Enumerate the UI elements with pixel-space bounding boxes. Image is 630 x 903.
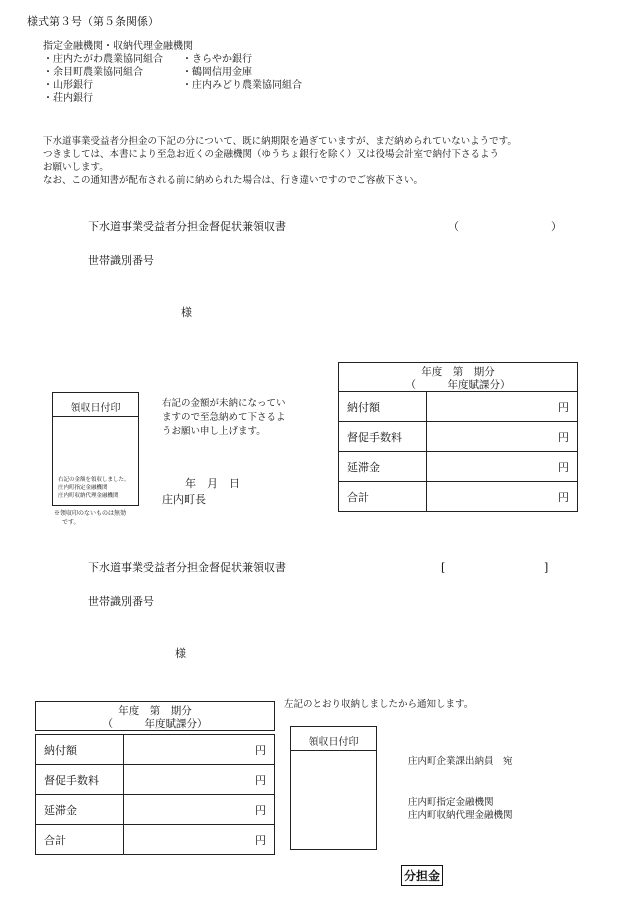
bank-item: ・山形銀行	[43, 80, 93, 91]
bank-item: ・庄内たがわ農業協同組合	[43, 54, 163, 65]
row-label: 督促手数料	[339, 422, 427, 452]
receipt-title: 下水道事業受益者分担金督促状兼領収書	[88, 220, 286, 233]
table-row	[36, 825, 275, 855]
period-header-line2: （ 年度賦課分）	[405, 379, 511, 391]
bank-item: ・余目町農業協同組合	[43, 67, 143, 78]
recipient-line: 庄内町企業課出納員 宛	[408, 756, 513, 767]
notice-line: 下水道事業受益者分担金の下記の分について、既に納期限を過ぎていますが、まだ納められていないようです。	[43, 136, 517, 147]
table-row	[339, 392, 578, 422]
row-value: 円	[427, 452, 578, 482]
date-line: 年 月 日	[185, 477, 240, 490]
form-number: 様式第３号（第５条関係）	[27, 15, 159, 28]
seal-footnote: です。	[62, 519, 80, 526]
table-row	[36, 765, 275, 795]
row-label: 納付額	[36, 735, 124, 765]
row-value: 円	[124, 795, 275, 825]
banks-title: 指定金融機関・収納代理金融機関	[43, 41, 193, 52]
seal-note: 右記の金額を領収しました。	[58, 477, 130, 483]
seal-footnote: ※領収印のないものは無効	[54, 510, 127, 517]
receipt-seal-box	[290, 726, 377, 850]
category-badge: 分担金	[401, 865, 443, 886]
honorific-sama: 様	[181, 306, 192, 319]
period-header	[35, 701, 275, 731]
period-header	[338, 362, 578, 392]
row-value: 円	[427, 392, 578, 422]
message-line: 右記の金額が未納になってい	[162, 398, 286, 409]
amount-table	[35, 734, 275, 855]
bracket-open: [	[441, 561, 446, 574]
seal-note: 庄内町指定金融機関	[58, 485, 108, 491]
period-header-line1: 年度 第 期分	[118, 705, 192, 717]
household-id-label: 世帯識別番号	[88, 595, 154, 608]
seal-note: 庄内町収納代理金融機関	[58, 493, 119, 499]
period-header-line2: （ 年度賦課分）	[102, 718, 208, 730]
receipt-seal-box	[52, 392, 139, 506]
row-value: 円	[427, 422, 578, 452]
bracket-close: ）	[551, 220, 562, 233]
table-row	[339, 482, 578, 512]
row-label: 合計	[36, 825, 124, 855]
table-row	[339, 452, 578, 482]
seal-title: 領収日付印	[53, 393, 138, 417]
bank-item: ・きらやか銀行	[182, 54, 252, 65]
row-value: 円	[124, 735, 275, 765]
bank-item: ・荘内銀行	[43, 93, 93, 104]
bracket-close: ]	[544, 561, 549, 574]
row-value: 円	[427, 482, 578, 512]
message-line: ますので至急納めて下さるよ	[162, 412, 286, 423]
table-row	[339, 422, 578, 452]
household-id-label: 世帯識別番号	[88, 254, 154, 267]
row-value: 円	[124, 765, 275, 795]
table-row	[36, 735, 275, 765]
notice-line: お願いします。	[43, 162, 109, 173]
amount-table	[338, 391, 578, 512]
bracket-open: （	[448, 220, 459, 233]
notify-text: 左記のとおり収納しましたから通知します。	[284, 699, 474, 710]
row-label: 督促手数料	[36, 765, 124, 795]
seal-title: 領収日付印	[291, 727, 376, 751]
bank-item: ・鶴岡信用金庫	[182, 67, 252, 78]
row-label: 延滞金	[339, 452, 427, 482]
notice-line: なお、この通知書が配布される前に納められた場合は、行き違いですのでご容赦下さい。	[43, 175, 424, 186]
message-line: うお願い申し上げます。	[162, 426, 266, 437]
row-label: 合計	[339, 482, 427, 512]
row-label: 延滞金	[36, 795, 124, 825]
table-row	[36, 795, 275, 825]
notice-line: つきましては、本書により至急お近くの金融機関（ゆうちょ銀行を除く）又は役場会計室で納付下さるよう	[43, 149, 500, 160]
row-label: 納付額	[339, 392, 427, 422]
bank-item: ・庄内みどり農業協同組合	[182, 80, 302, 91]
receipt-title: 下水道事業受益者分担金督促状兼領収書	[88, 561, 286, 574]
sender-line: 庄内町指定金融機関	[408, 797, 494, 808]
period-header-line1: 年度 第 期分	[421, 366, 495, 378]
honorific-sama: 様	[175, 647, 186, 660]
row-value: 円	[124, 825, 275, 855]
issuer: 庄内町長	[162, 493, 206, 506]
sender-line: 庄内町収納代理金融機関	[408, 810, 513, 821]
